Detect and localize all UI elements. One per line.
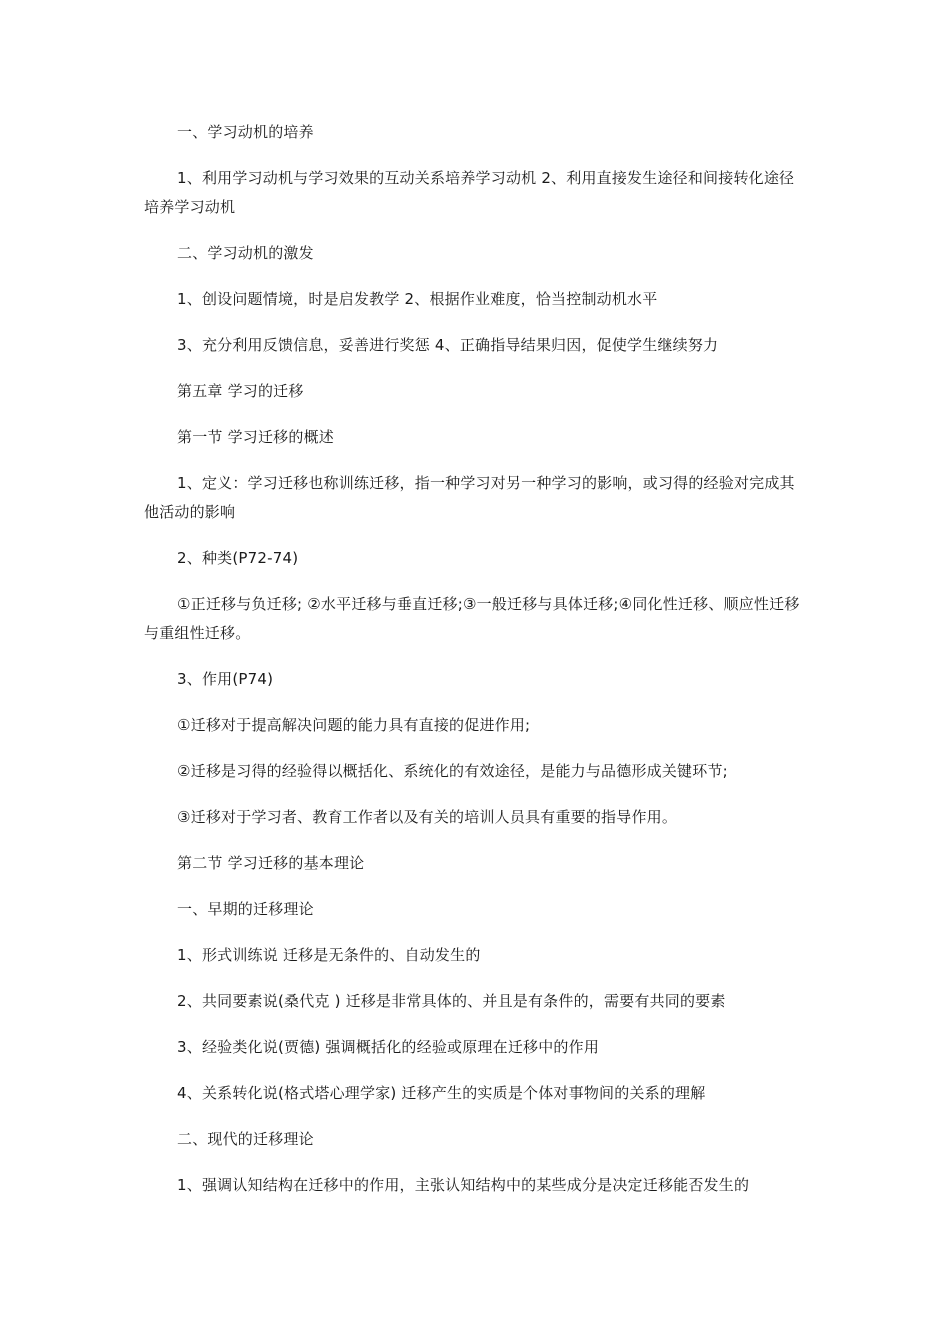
paragraph-types: ①正迁移与负迁移; ②水平迁移与垂直迁移;③一般迁移与具体迁移;④同化性迁移、顺应性迁移与重组性迁移。 <box>144 595 800 642</box>
paragraph-cultivation-methods: 1、利用学习动机与学习效果的互动关系培养学习动机 2、利用直接发生途径和间接转化途径培养学习动机 <box>144 169 795 216</box>
paragraph-theory-1: 1、形式训练说 迁移是无条件的、自动发生的 <box>177 946 481 964</box>
heading-motivation-stimulation: 二、学习动机的激发 <box>177 244 314 262</box>
paragraph-theory-3: 3、经验类化说(贾德) 强调概括化的经验或原理在迁移中的作用 <box>177 1038 600 1056</box>
heading-functions: 3、作用(P74) <box>177 670 274 688</box>
paragraph-function-2: ②迁移是习得的经验得以概括化、系统化的有效途径，是能力与品德形成关键环节; <box>177 762 728 780</box>
paragraph-theory-2: 2、共同要素说(桑代克 ) 迁移是非常具体的、并且是有条件的，需要有共同的要素 <box>177 992 726 1010</box>
chapter-title: 第五章 学习的迁移 <box>177 382 304 400</box>
paragraph-definition: 1、定义：学习迁移也称训练迁移，指一种学习对另一种学习的影响，或习得的经验对完成其他活动的影响 <box>144 474 795 521</box>
document-body <box>144 118 808 1217</box>
paragraph-theory-4: 4、关系转化说(格式塔心理学家) 迁移产生的实质是个体对事物间的关系的理解 <box>177 1084 706 1102</box>
paragraph-stimulation-methods-1: 1、创设问题情境，时是启发教学 2、根据作业难度，恰当控制动机水平 <box>177 290 658 308</box>
paragraph-function-1: ①迁移对于提高解决问题的能力具有直接的促进作用; <box>177 716 531 734</box>
heading-types: 2、种类(P72-74) <box>177 549 299 567</box>
section-title-2: 第二节 学习迁移的基本理论 <box>177 854 365 872</box>
heading-modern-theories: 二、现代的迁移理论 <box>177 1130 314 1148</box>
section-title-1: 第一节 学习迁移的概述 <box>177 428 334 446</box>
paragraph-stimulation-methods-2: 3、充分利用反馈信息，妥善进行奖惩 4、正确指导结果归因，促使学生继续努力 <box>177 336 719 354</box>
heading-motivation-cultivation: 一、学习动机的培养 <box>177 123 314 141</box>
heading-early-theories: 一、早期的迁移理论 <box>177 900 314 918</box>
paragraph-modern-theory-1: 1、强调认知结构在迁移中的作用，主张认知结构中的某些成分是决定迁移能否发生的 <box>177 1176 750 1194</box>
paragraph-function-3: ③迁移对于学习者、教育工作者以及有关的培训人员具有重要的指导作用。 <box>177 808 678 826</box>
